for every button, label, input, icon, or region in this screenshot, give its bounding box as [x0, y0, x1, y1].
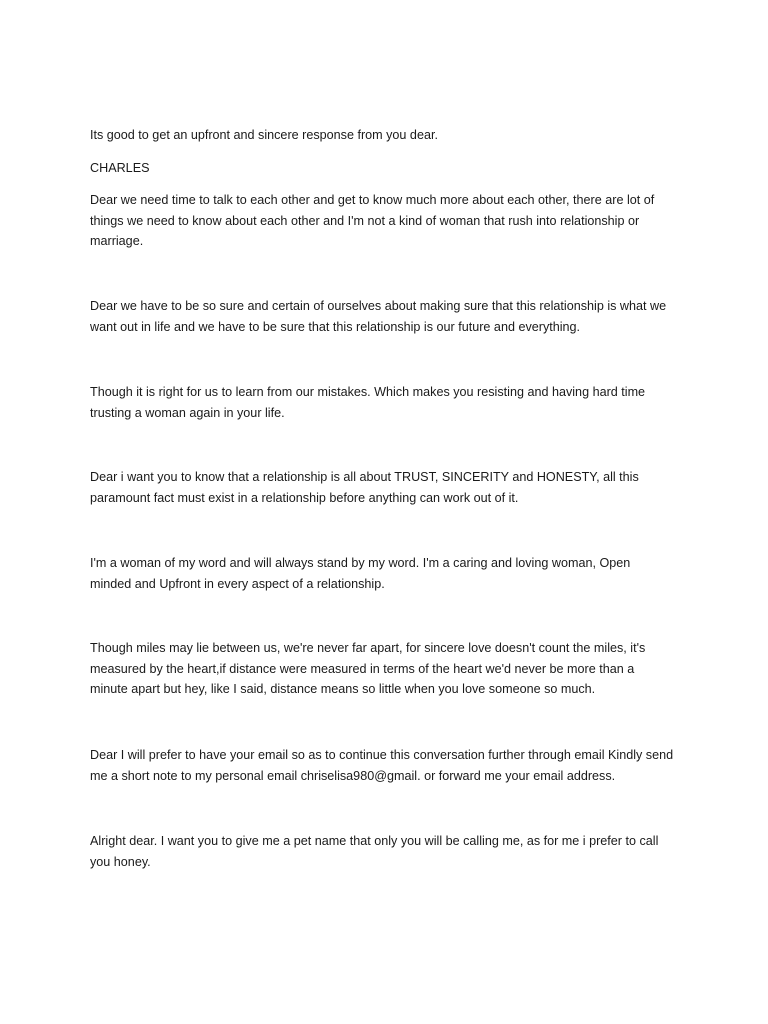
- paragraph-mistakes: Though it is right for us to learn from our mistakes. Which makes you resisting and having hard time trusting a woman again in your life.: [90, 385, 646, 420]
- paragraph-name: CHARLES: [90, 161, 150, 175]
- paragraph-email-request: Dear I will prefer to have your email so as to continue this conversation further through email Kindly send me a short note to my personal email chriselisa980@gmail. or forward me your email address.: [90, 748, 674, 783]
- paragraph-sure-and-certain: Dear we have to be so sure and certain of ourselves about making sure that this relationship is what we want out in life and we have to be sure that this relationship is our future and everything.: [90, 299, 667, 334]
- paragraph-woman-of-word: I'm a woman of my word and will always stand by my word. I'm a caring and loving woman, Open minded and Upfront in every aspect of a relationship.: [90, 556, 631, 591]
- paragraph-pet-name: Alright dear. I want you to give me a pet name that only you will be calling me, as for me i prefer to call you honey.: [90, 834, 659, 869]
- paragraph-trust: Dear i want you to know that a relationship is all about TRUST, SINCERITY and HONESTY, all this paramount fact must exist in a relationship before anything can work out of it.: [90, 470, 639, 505]
- paragraph-time-to-talk: Dear we need time to talk to each other and get to know much more about each other, there are lot of things we need to know about each other and I'm not a kind of woman that rush into relationship or marriage.: [90, 193, 655, 248]
- paragraph-greeting: Its good to get an upfront and sincere response from you dear.: [90, 128, 438, 142]
- paragraph-distance: Though miles may lie between us, we're never far apart, for sincere love doesn't count the miles, it's measured by the heart,if distance were measured in terms of the heart we'd never be more than a minute apart but hey, like I said, distance means so little when you love someone so much.: [90, 641, 646, 696]
